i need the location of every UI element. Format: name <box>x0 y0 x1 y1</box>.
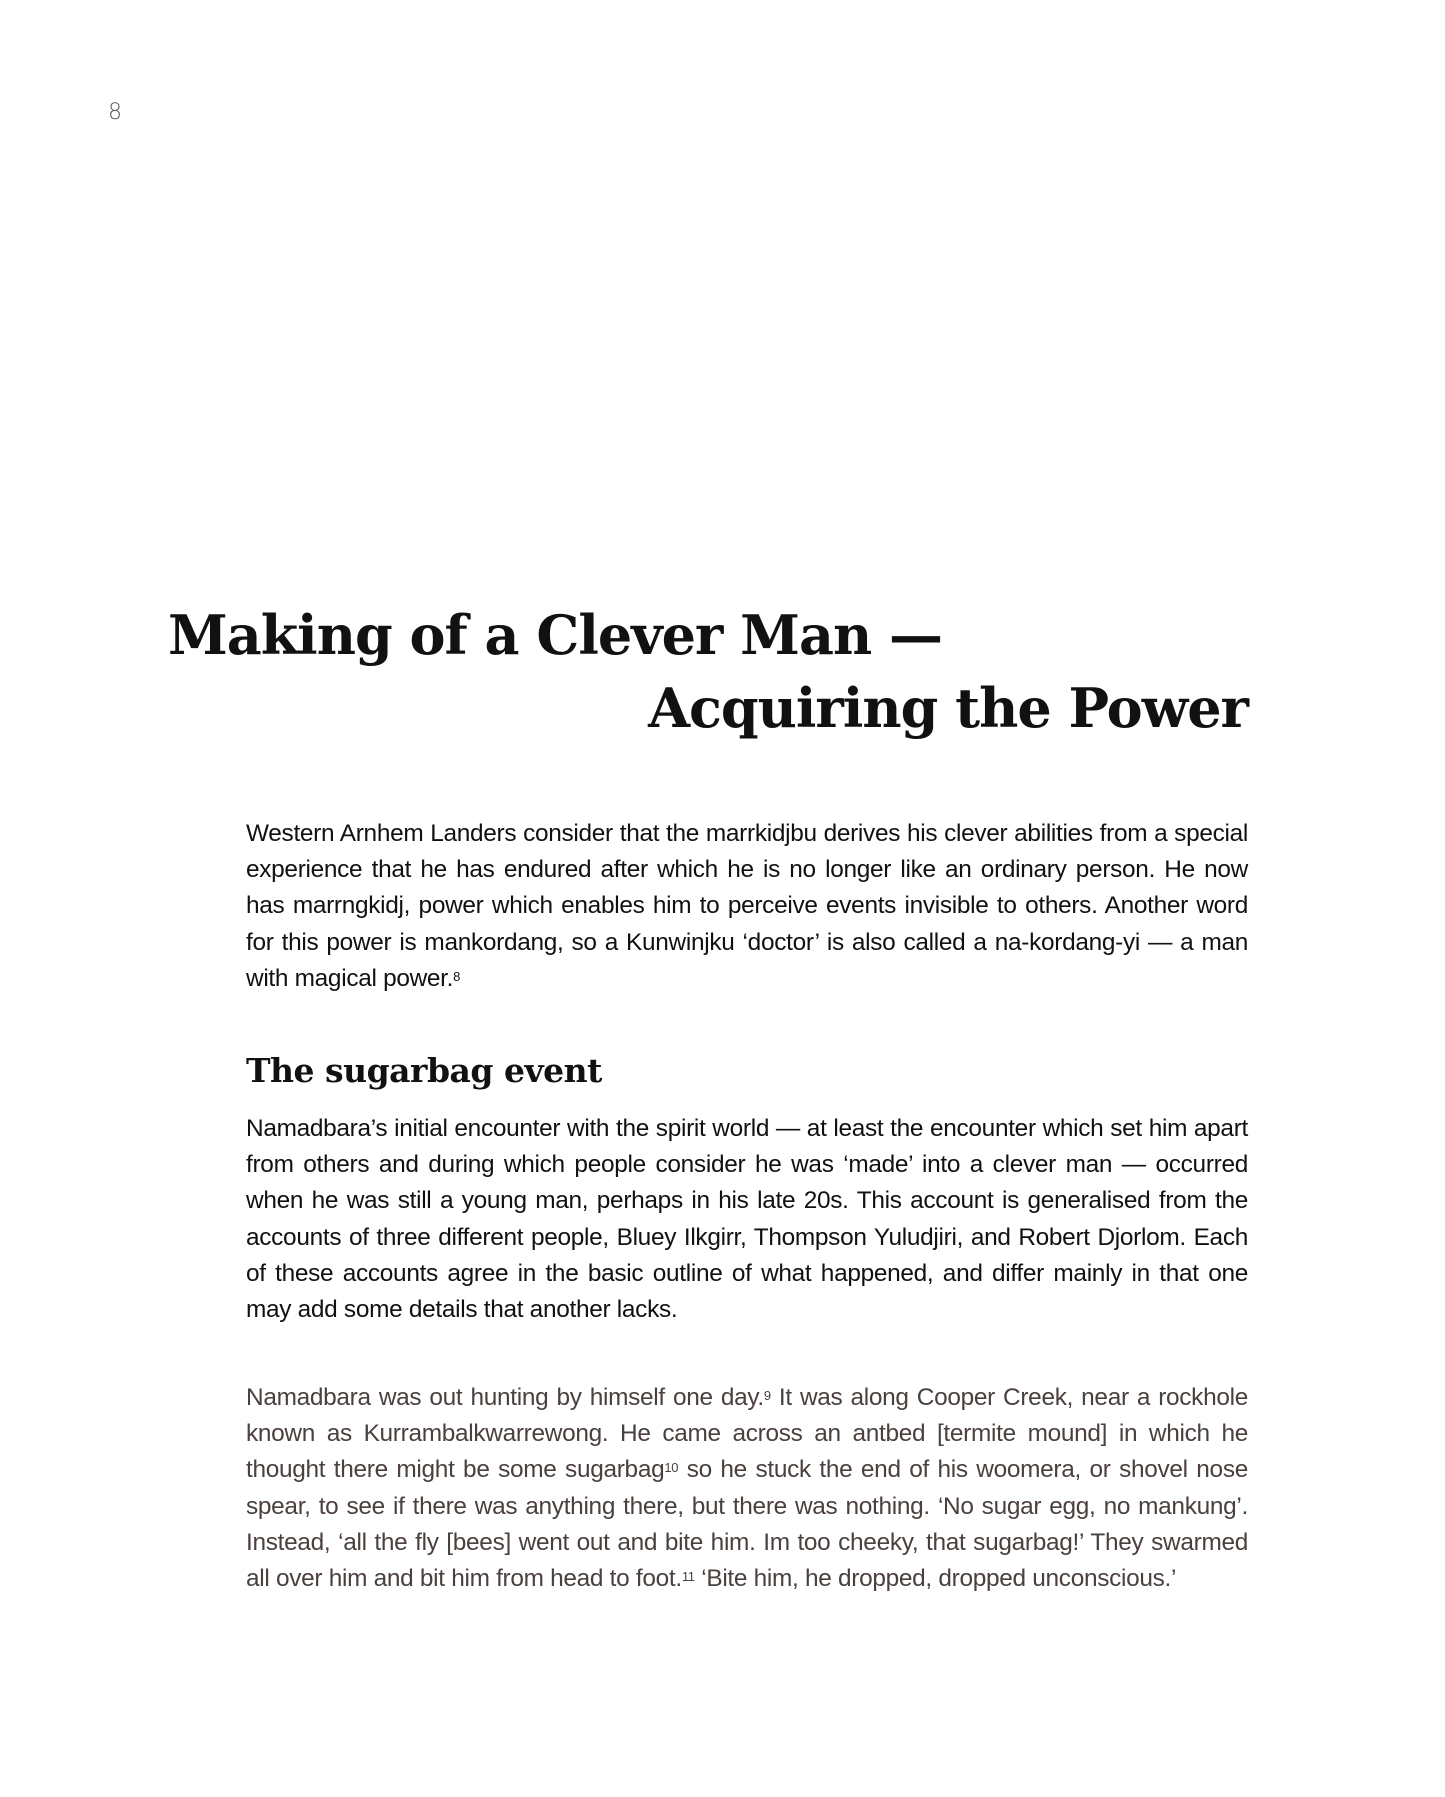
section-paragraph: Namadbara’s initial encounter with the spirit world — at least the encounter which set him apart from others and during which people consider he was ‘made’ into a clever man — occurred when he was still a young man, perhaps in his late 20s. This account is generalised from the accounts of three different people, Bluey Ilkgirr, Thompson Yuludjiri, and Robert Djorlom. Each of these accounts agree in the basic outline of what happened, and differ mainly in that one may add some details that another lacks. <box>246 1115 1248 1324</box>
chapter-title-line2: Acquiring the Power <box>648 676 1248 740</box>
section-heading: The sugarbag event <box>246 1051 602 1090</box>
intro-paragraph <box>246 816 1248 997</box>
narrative-text: It was along Cooper Creek, near a rockhole known as Kurrambalkwarrewong. He came across an antbed [termite mound] in which he thought there might be some sugarbag <box>246 1384 1248 1484</box>
narrative-text: ‘Bite him, he dropped, dropped unconscious.’ <box>694 1565 1177 1593</box>
intro-text: Western Arnhem Landers consider that the marrkidjbu derives his clever abilities from a special experience that he has endured after which he is no longer like an ordinary person. He now has marrngkidj, power which enables him to perceive events invisible to others. Another word for this power is mankordang, so a Kunwinjku ‘doctor’ is also called a na-kordang-yi — a man with magical power. <box>246 820 1248 992</box>
footnote-ref[interactable]: 10 <box>664 1460 679 1476</box>
narrative-text: Namadbara was out hunting by himself one day. <box>246 1384 764 1411</box>
footnote-ref[interactable]: 8 <box>453 968 461 984</box>
narrative-text: so he stuck the end of his woomera, or shovel nose spear, to see if there was anything there, but there was nothing. ‘No sugar egg, no mankung’. Instead, ‘all the fly [bees] went out and bite him. Im too cheeky, that sugarbag!’ They swarmed all over him and bit him from head to foot. <box>246 1456 1248 1593</box>
footnote-ref[interactable]: 9 <box>763 1388 771 1403</box>
footnote-ref[interactable]: 11 <box>681 1569 695 1585</box>
narrative-paragraph <box>246 1380 1248 1597</box>
page-number: 8 <box>108 100 122 125</box>
chapter-title-line1: Making of a Clever Man — <box>168 603 943 667</box>
